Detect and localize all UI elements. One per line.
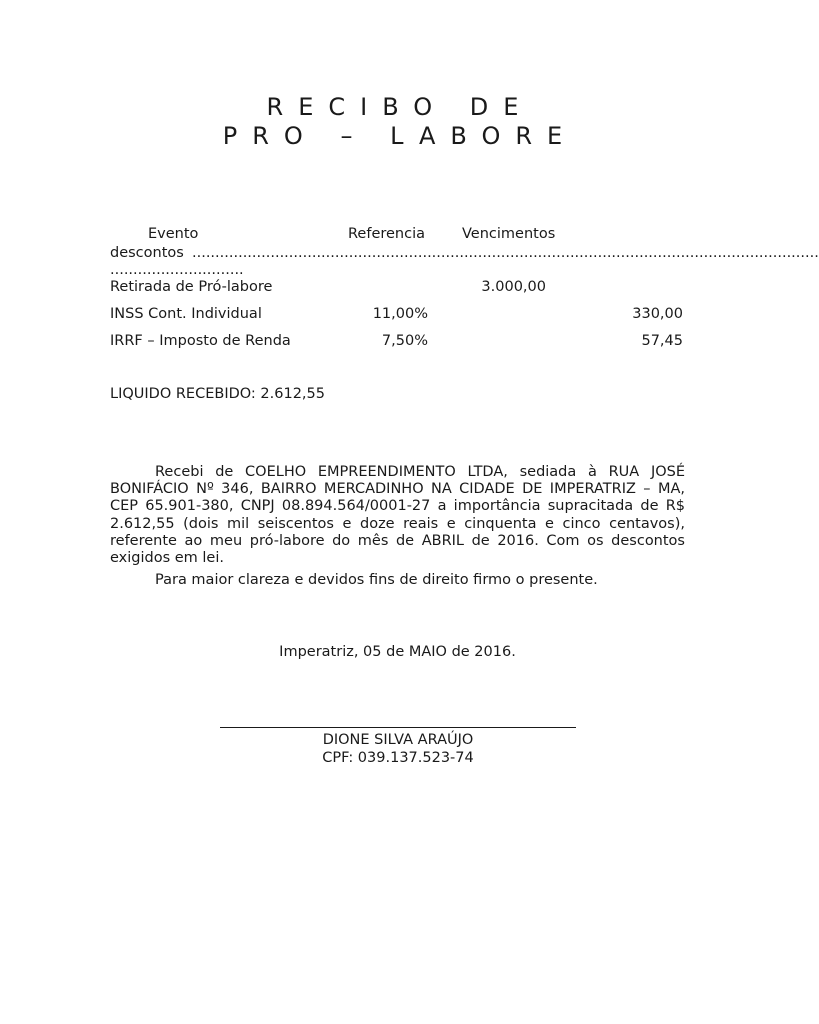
- row-3-referencia: 7,50%: [381, 333, 428, 349]
- row-3-evento: IRRF – Imposto de Renda: [110, 333, 291, 349]
- row-2-referencia: 11,00%: [372, 306, 428, 322]
- header-vencimentos: Vencimentos: [462, 226, 556, 242]
- place-date: Imperatriz, 05 de MAIO de 2016.: [279, 644, 516, 660]
- signatory-cpf: CPF: 039.137.523-74: [322, 750, 474, 766]
- row-1-vencimentos: 3.000,00: [481, 279, 546, 295]
- closing-paragraph: Para maior clareza e devidos fins de direito firmo o presente.: [155, 572, 598, 588]
- row-3-descontos: 57,45: [641, 333, 683, 349]
- header-evento: Evento: [148, 226, 199, 242]
- signatory-name: DIONE SILVA ARAÚJO: [322, 732, 474, 748]
- row-1-evento: Retirada de Pró-labore: [110, 279, 273, 295]
- title-line-2: PRO – LABORE: [222, 122, 578, 150]
- row-2-evento: INSS Cont. Individual: [110, 306, 262, 322]
- dotted-leader-continuation: .............................: [110, 262, 244, 278]
- receipt-paragraph: Recebi de COELHO EMPREENDIMENTO LTDA, sediada à RUA JOSÉ BONIFÁCIO Nº 346, BAIRRO MERCADINHO NA CIDADE DE IMPERATRIZ – MA, CEP 65.901-380, CNPJ 08.894.564/0001-27 a importância supracitada de R$ 2.612,55 (dois mil seiscentos e doze reais e cinquenta e cinco centavos), referente ao meu pró-labore do mês de ABRIL de 2016. Com os descontos exigidos em lei.: [110, 464, 685, 567]
- signature-line: [220, 727, 576, 728]
- dotted-leader: ........................................................................................................................................: [192, 245, 819, 261]
- header-referencia: Referencia: [348, 226, 426, 242]
- liquido-recebido: LIQUIDO RECEBIDO: 2.612,55: [110, 386, 325, 402]
- row-2-descontos: 330,00: [632, 306, 683, 322]
- header-descontos: descontos: [110, 245, 184, 261]
- title-line-1: RECIBO DE: [266, 93, 534, 121]
